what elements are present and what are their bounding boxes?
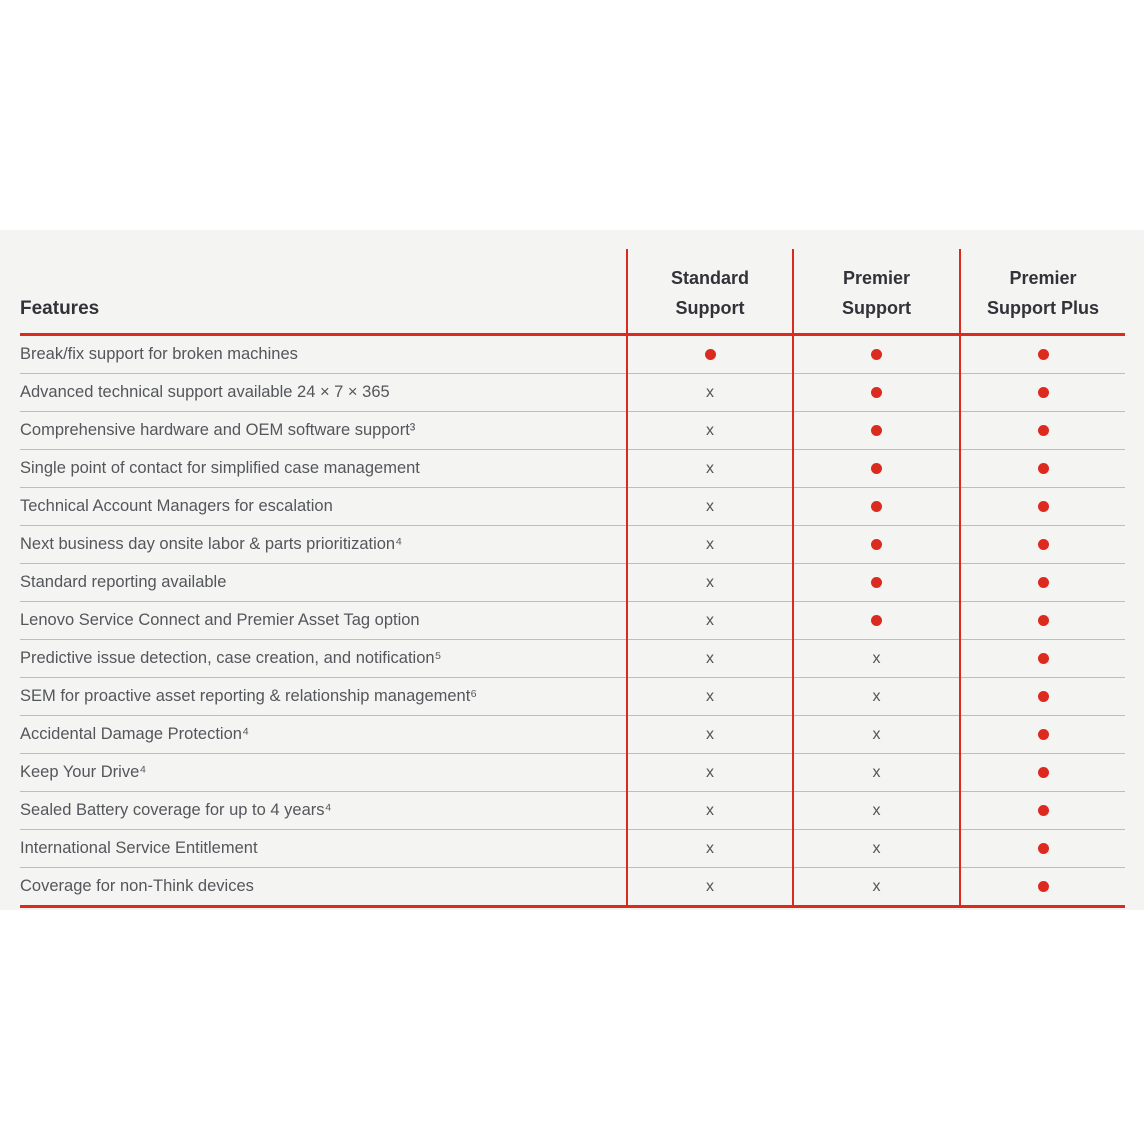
included-cell [627,335,793,374]
included-cell [960,716,1125,754]
included-dot-icon [871,501,882,512]
column-header-line: Support Plus [987,298,1099,318]
table-header-row [20,249,1125,335]
column-header-standard-support [627,249,793,335]
table-row [20,678,1125,716]
included-dot-icon [1038,767,1049,778]
excluded-x-icon: x [872,839,881,857]
included-dot-icon [1038,501,1049,512]
excluded-cell [627,716,793,754]
excluded-cell [793,754,960,792]
included-cell [960,602,1125,640]
included-dot-icon [871,425,882,436]
included-cell [960,526,1125,564]
included-cell [960,754,1125,792]
included-dot-icon [1038,349,1049,360]
included-dot-icon [1038,539,1049,550]
feature-label: Standard reporting available [20,564,627,602]
included-dot-icon [1038,881,1049,892]
excluded-x-icon: x [706,763,714,781]
feature-label: Lenovo Service Connect and Premier Asset Tag option [20,602,627,640]
support-comparison-table [20,249,1125,908]
excluded-x-icon: x [872,801,881,819]
excluded-x-icon: x [706,497,714,515]
included-cell [793,564,960,602]
included-cell [960,868,1125,907]
excluded-cell [627,640,793,678]
included-dot-icon [871,349,882,360]
excluded-x-icon: x [706,725,714,743]
excluded-cell [793,830,960,868]
included-cell [960,450,1125,488]
included-cell [793,412,960,450]
table-row [20,488,1125,526]
excluded-cell [793,678,960,716]
excluded-x-icon: x [706,801,714,819]
feature-label: Keep Your Drive⁴ [20,754,627,792]
excluded-cell [627,868,793,907]
included-cell [793,335,960,374]
excluded-cell [627,450,793,488]
feature-label: International Service Entitlement [20,830,627,868]
included-cell [960,374,1125,412]
column-header-premier-support [793,249,960,335]
included-dot-icon [1038,729,1049,740]
table-row [20,450,1125,488]
included-dot-icon [871,577,882,588]
excluded-x-icon: x [706,839,714,857]
feature-label: Coverage for non-Think devices [20,868,627,907]
included-dot-icon [871,615,882,626]
excluded-cell [627,526,793,564]
feature-label: Advanced technical support available 24 × 7 × 365 [20,374,627,412]
excluded-cell [793,868,960,907]
excluded-x-icon: x [706,573,714,591]
features-column-header: Features [20,249,627,335]
included-dot-icon [871,539,882,550]
included-cell [793,450,960,488]
excluded-x-icon: x [706,649,714,667]
feature-rows [20,335,1125,907]
feature-label: Predictive issue detection, case creation, and notification⁵ [20,640,627,678]
table-row [20,830,1125,868]
table-row [20,754,1125,792]
included-dot-icon [871,463,882,474]
included-cell [960,412,1125,450]
excluded-cell [627,754,793,792]
excluded-x-icon: x [872,649,881,667]
excluded-x-icon: x [706,877,714,895]
table-row [20,792,1125,830]
table-row [20,602,1125,640]
excluded-x-icon: x [706,687,714,705]
included-dot-icon [705,349,716,360]
column-header-line: Support [842,298,911,318]
excluded-cell [627,412,793,450]
excluded-cell [627,792,793,830]
table-row [20,526,1125,564]
feature-label: Comprehensive hardware and OEM software support³ [20,412,627,450]
included-dot-icon [1038,425,1049,436]
feature-label: Technical Account Managers for escalation [20,488,627,526]
excluded-cell [627,602,793,640]
column-header-line: Premier [842,268,911,288]
feature-label: Next business day onsite labor & parts prioritization⁴ [20,526,627,564]
included-dot-icon [1038,805,1049,816]
excluded-cell [627,564,793,602]
included-cell [960,678,1125,716]
excluded-cell [793,640,960,678]
included-cell [960,335,1125,374]
column-header-line: Standard [670,268,749,288]
included-cell [793,374,960,412]
included-cell [960,564,1125,602]
excluded-x-icon: x [706,611,714,629]
included-dot-icon [871,387,882,398]
included-dot-icon [1038,577,1049,588]
feature-label: Single point of contact for simplified case management [20,450,627,488]
excluded-x-icon: x [872,725,881,743]
included-dot-icon [1038,387,1049,398]
table-row [20,412,1125,450]
excluded-x-icon: x [872,687,881,705]
excluded-cell [793,792,960,830]
included-cell [960,792,1125,830]
excluded-cell [627,374,793,412]
included-cell [960,488,1125,526]
table-row [20,868,1125,907]
feature-label: Sealed Battery coverage for up to 4 years⁴ [20,792,627,830]
included-dot-icon [1038,463,1049,474]
excluded-x-icon: x [706,421,714,439]
excluded-cell [627,678,793,716]
column-header-line: Support [675,298,745,318]
table-row [20,564,1125,602]
included-cell [793,526,960,564]
table-row [20,374,1125,412]
feature-label: SEM for proactive asset reporting & relationship management⁶ [20,678,627,716]
included-cell [960,640,1125,678]
excluded-cell [627,488,793,526]
table-row [20,716,1125,754]
excluded-cell [793,716,960,754]
feature-label: Accidental Damage Protection⁴ [20,716,627,754]
column-header-premier-support-plus [960,249,1125,335]
excluded-x-icon: x [872,763,881,781]
excluded-x-icon: x [872,877,881,895]
included-cell [793,488,960,526]
included-cell [960,830,1125,868]
included-dot-icon [1038,691,1049,702]
excluded-cell [627,830,793,868]
included-dot-icon [1038,843,1049,854]
included-cell [793,602,960,640]
comparison-panel [0,230,1144,910]
table-row [20,335,1125,374]
excluded-x-icon: x [706,459,714,477]
included-dot-icon [1038,615,1049,626]
excluded-x-icon: x [706,383,714,401]
excluded-x-icon: x [706,535,714,553]
included-dot-icon [1038,653,1049,664]
column-header-line: Premier [1009,268,1077,288]
table-row [20,640,1125,678]
feature-label: Break/fix support for broken machines [20,345,298,363]
